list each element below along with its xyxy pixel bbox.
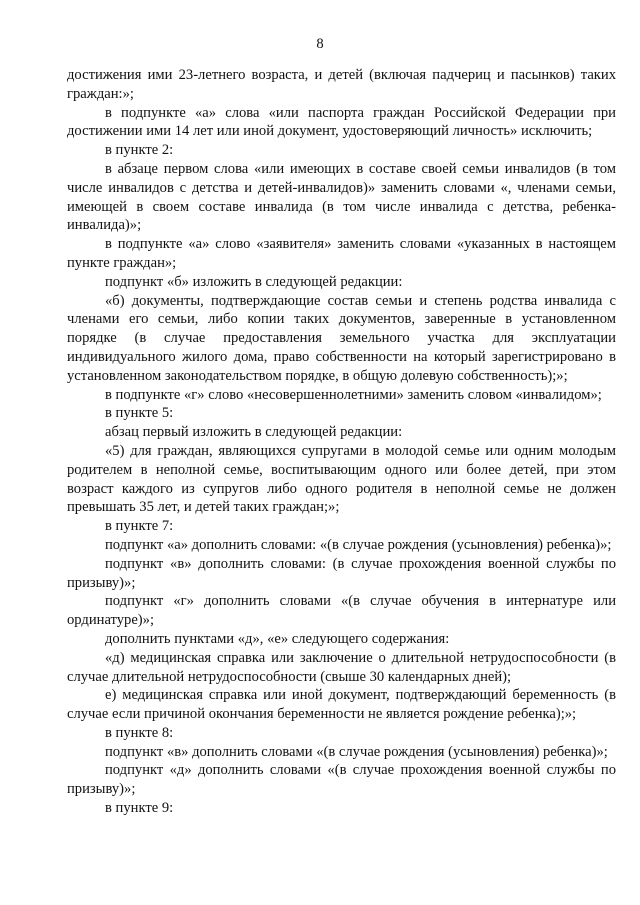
paragraph: в пункте 5:: [105, 405, 174, 422]
paragraph: подпункт «а» дополнить словами: «(в случае рождения (усыновления) ребенка)»;: [105, 536, 612, 553]
paragraph: подпункт «в» дополнить словами: (в случае прохождения военной службы по призыву)»;: [67, 555, 616, 591]
paragraph: в пункте 8:: [105, 724, 174, 741]
paragraph: подпункт «д» дополнить словами «(в случае прохождения военной службы по призыву)»;: [67, 762, 616, 798]
paragraph: подпункт «б» изложить в следующей редакции:: [105, 273, 403, 290]
paragraph: в подпункте «а» слово «заявителя» заменить словами «указанных в настоящем пункте граждан»;: [67, 236, 616, 271]
paragraph: «5) для граждан, являющихся супругами в молодой семье или одним молодым родителем в неполной семье, воспитывающим одного или более детей, при этом возраст каждого из супругов либо одного родителя в неполной семье не должен превышать 35 лет, и детей таких граждан;»;: [67, 442, 616, 516]
paragraph: дополнить пунктами «д», «е» следующего содержания:: [105, 630, 450, 647]
paragraph: подпункт «г» дополнить словами «(в случае обучения в интернатуре или ординатуре)»;: [67, 593, 616, 629]
paragraph: в абзаце первом слова «или имеющих в составе своей семьи инвалидов (в том числе инвалидов с детства и детей-инвалидов)» заменить словами «, членами семьи, имеющей в своем составе инвалида (в том числе инвалида с детства, ребенка-инвалида)»;: [67, 160, 616, 234]
page-number: 8: [316, 36, 324, 52]
paragraph: е) медицинская справка или иной документ, подтверждающий беременность (в случае если причиной окончания беременности не является рождение ребенка);»;: [67, 687, 616, 723]
paragraph: в пункте 9:: [105, 800, 174, 817]
paragraph: в пункте 2:: [105, 142, 174, 159]
paragraph: в пункте 7:: [105, 518, 174, 535]
paragraph: «б) документы, подтверждающие состав семьи и степень родства инвалида с членами его семьи, либо копии таких документов, заверенные в установленном порядке (в случае предоставления земельного участка для эксплуатации индивидуального жилого дома, право собственности на который зарегистрировано в установленном законодательством порядке, в общую долевую собственность);»;: [67, 292, 616, 384]
paragraph: «д) медицинская справка или заключение о длительной нетрудоспособности (в случае длительной нетрудоспособности (свыше 30 календарных дней);: [67, 649, 616, 685]
paragraph: абзац первый изложить в следующей редакции:: [105, 424, 403, 441]
paragraph: подпункт «в» дополнить словами «(в случае рождения (усыновления) ребенка)»;: [105, 743, 608, 760]
document-body: [67, 66, 616, 818]
paragraph: в подпункте «а» слова «или паспорта граждан Российской Федерации при достижении ими 14 лет или иной документ, удостоверяющий личность» исключить;: [67, 104, 616, 140]
paragraph: в подпункте «г» слово «несовершеннолетними» заменить словом «инвалидом»;: [105, 386, 602, 403]
paragraph: достижения ими 23-летнего возраста, и детей (включая падчериц и пасынков) таких граждан:»;: [67, 67, 616, 102]
